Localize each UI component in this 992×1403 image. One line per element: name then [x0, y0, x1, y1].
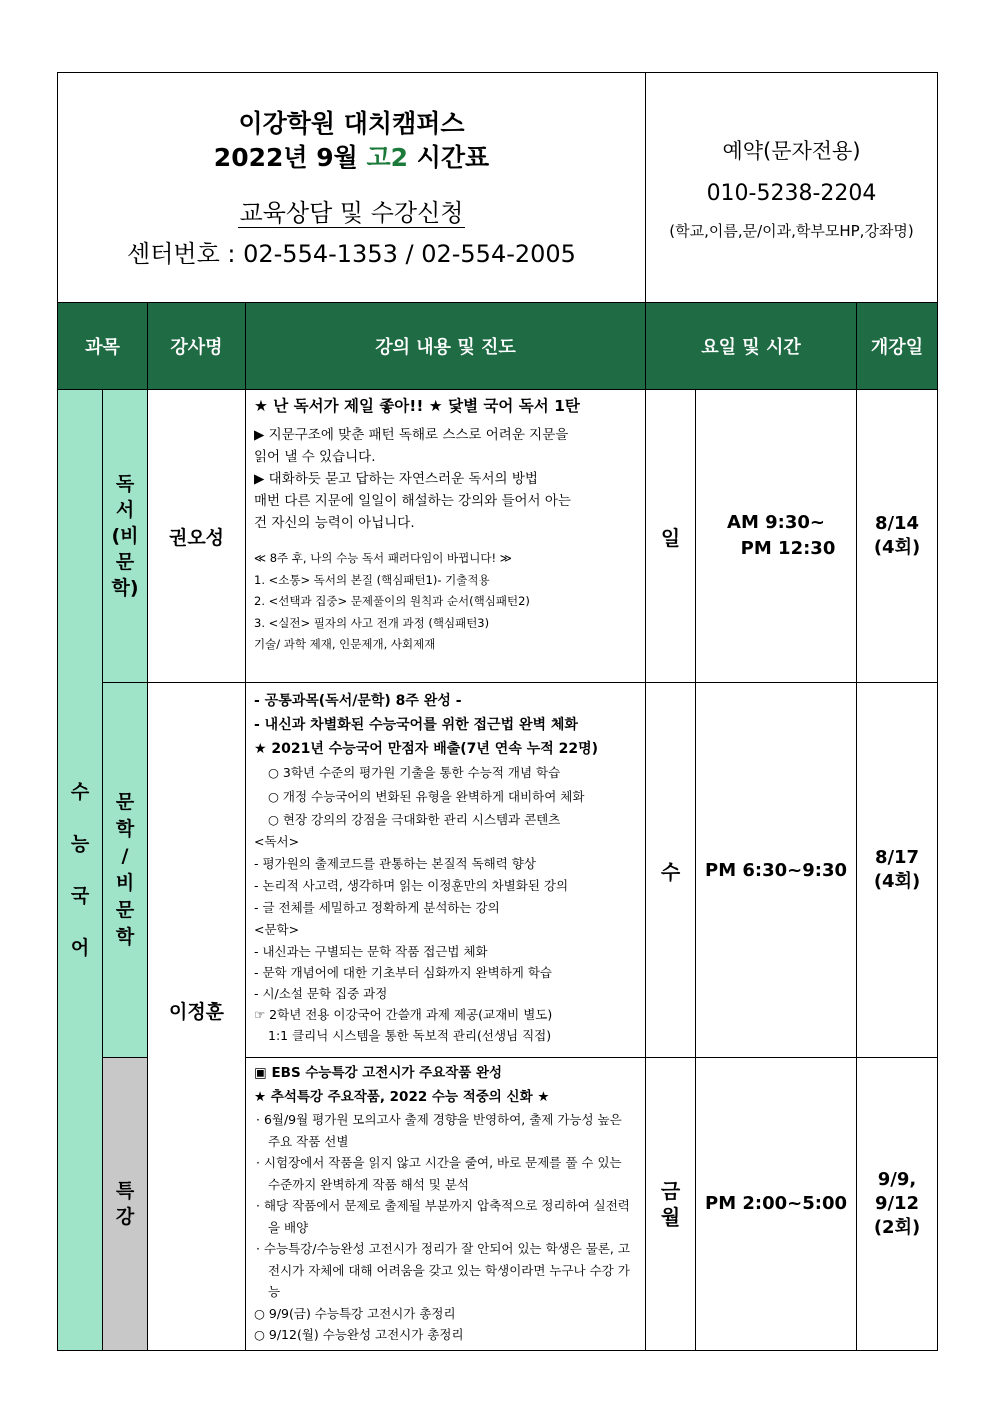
- day-cell: 수: [646, 683, 696, 1058]
- time-cell: PM 6:30~9:30: [696, 683, 857, 1058]
- course-content: ▣ EBS 수능특강 고전시가 주요작품 완성 ★ 추석특강 주요작품, 2022 수능 적중의 신화 ★ · 6월/9월 평가원 모의고사 출제 경향을 반영하여, 출제 가능성 높은 주요 작품 선별 · 시험장에서 작품을 읽지 않고 시간을 줄여, 바로 문제를 풀 수 있는 수준까지 완벽하게 작품 해석 및 분석 · 해당 작품에서 문제로 출제될 부분까지 압축적으로 정리하여 실전력을 배양 · 수능특강/수능완성 고전시가 정리가 잘 안되어 있는 학생은 물론, 고전시가 자체에 대해 어려움을 갖고 있는 학생이라면 누구나 수강 가능 ○ 9/9(금) 수능특강 고전시가 총정리 ○ 9/12(월) 수능완성 고전시가 총정리: [246, 1058, 646, 1351]
- teacher-name: 권오성: [148, 390, 246, 683]
- course-content: ★ 난 독서가 제일 좋아!! ★ 닻별 국어 독서 1탄 ▶ 지문구조에 맞춘 패턴 독해로 스스로 어려운 지문을 읽어 낼 수 있습니다. ▶ 대화하듯 묻고 답하는 자연스러운 독서의 방법 매번 다른 지문에 일일이 해설하는 강의와 들어서 아는 건 자신의 능력이 아닙니다. ≪ 8주 후, 나의 수능 독서 패러다임이 바뀝니다! ≫ 1. <소통> 독서의 본질 (핵심패턴1)- 기출적용 2. <선택과 집중> 문제풀이의 원칙과 순서(핵심패턴2) 3. <실전> 필자의 사고 전개 과정 (핵심패턴3) 기술/ 과학 제재, 인문제개, 사회제재: [246, 390, 646, 683]
- academy-title: 이강학원 대치캠퍼스: [238, 109, 465, 138]
- day-cell: 일: [646, 390, 696, 683]
- course-content: - 공통과목(독서/문학) 8주 완성 - - 내신과 차별화된 수능국어를 위한 접근법 완벽 체화 ★ 2021년 수능국어 만점자 배출(7년 연속 누적 22명) ○ 3학년 수준의 평가원 기출을 통한 수능적 개념 학습 ○ 개정 수능국어의 변화된 유형을 완벽하게 대비하여 체화 ○ 현장 강의의 강점을 극대화한 관리 시스템과 콘텐츠 <독서> - 평가원의 출제코드를 관통하는 본질적 독해력 향상 - 논리적 사고력, 생각하며 읽는 이정훈만의 차별화된 강의 - 글 전체를 세밀하고 정확하게 분석하는 강의 <문학> - 내신과는 구별되는 문학 작품 접근법 체화 - 문학 개념어에 대한 기초부터 심화까지 완벽하게 학습 - 시/소설 문학 집중 과정 ☞ 2학년 전용 이강국어 간쓸개 과제 제공(교재비 별도) 1:1 클리닉 시스템을 통한 독보적 관리(선생님 직접): [246, 683, 646, 1058]
- day-cell: 금 월: [646, 1058, 696, 1351]
- center-phone: 센터번호 : 02-554-1353 / 02-554-2005: [127, 240, 576, 268]
- table-row: [58, 390, 938, 683]
- time-cell: AM 9:30~ PM 12:30: [696, 390, 857, 683]
- col-subject: 과목: [58, 303, 148, 390]
- col-content: 강의 내용 및 진도: [246, 303, 646, 390]
- reservation-cell: [646, 73, 938, 304]
- col-teacher: 강사명: [148, 303, 246, 390]
- subject-cell-literature: 문 학 / 비 문 학: [103, 683, 148, 1058]
- table-header-row: [58, 303, 938, 390]
- schedule-table: [57, 302, 938, 1351]
- subject-cell-special: 특 강: [103, 1058, 148, 1351]
- reservation-label: 예약(문자전용): [722, 139, 861, 163]
- time-cell: PM 2:00~5:00: [696, 1058, 857, 1351]
- start-date-cell: 9/9, 9/12 (2회): [857, 1058, 938, 1351]
- table-row: [58, 683, 938, 1058]
- start-date-cell: 8/14 (4회): [857, 390, 938, 683]
- consult-label: 교육상담 및 수강신청: [239, 199, 464, 227]
- grade-label: 고2: [366, 143, 409, 172]
- reservation-phone: 010-5238-2204: [706, 181, 877, 206]
- schedule-title: 2022년 9월 고2 시간표: [213, 143, 490, 172]
- start-date-cell: 8/17 (4회): [857, 683, 938, 1058]
- teacher-name: 이정훈: [148, 683, 246, 1351]
- title-cell: [58, 73, 646, 304]
- subject-cell-reading: 독 서 (비 문 학): [103, 390, 148, 683]
- col-start: 개강일: [857, 303, 938, 390]
- reservation-note: (학교,이름,문/이과,학부모HP,강좌명): [669, 222, 914, 240]
- col-schedule: 요일 및 시간: [646, 303, 857, 390]
- header-table: [57, 72, 938, 304]
- subject-group-cell: 수 능 국 어: [58, 390, 103, 1351]
